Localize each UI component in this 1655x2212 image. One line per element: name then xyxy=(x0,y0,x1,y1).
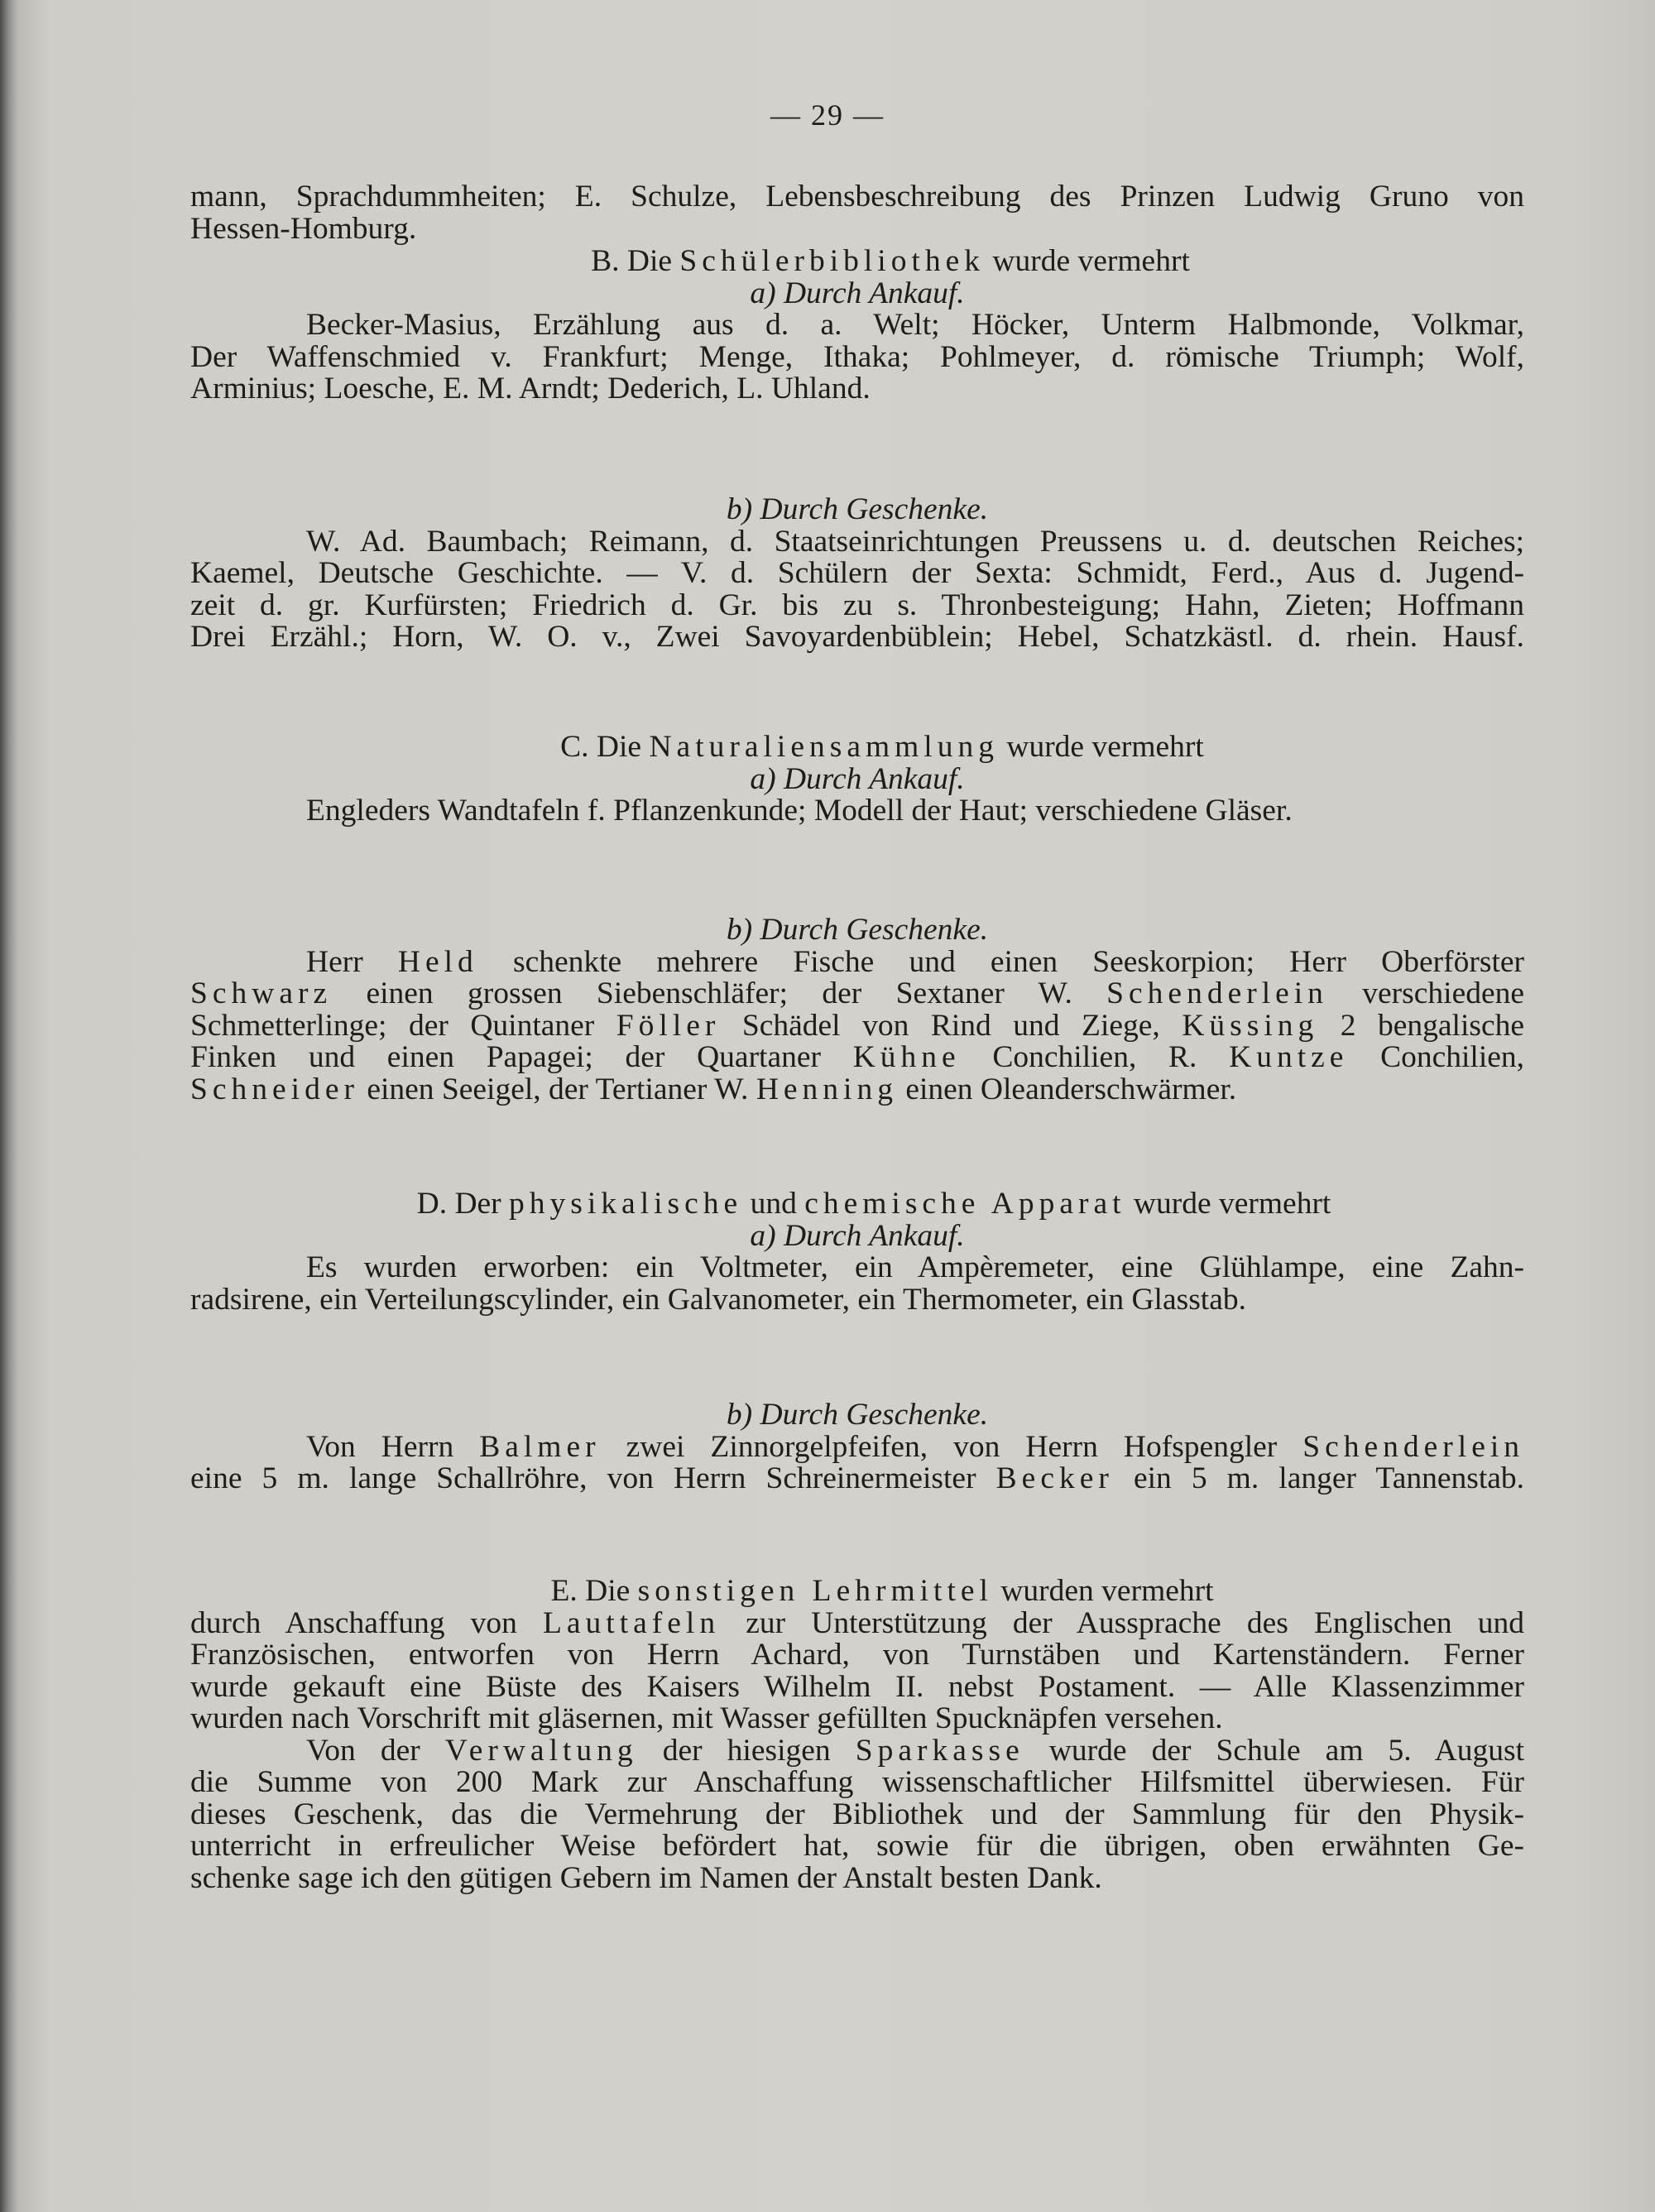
text-run: Conchilien, xyxy=(1380,1040,1525,1074)
text-line xyxy=(190,1463,1524,1495)
text-line: schenke sage ich den gütigen Gebern im Namen der Anstalt besten Dank. xyxy=(190,1860,1102,1895)
section-b-heading xyxy=(190,246,1524,278)
text-run: verschiedene xyxy=(1362,976,1525,1010)
text-line xyxy=(190,1042,1524,1074)
text-line: mann, Sprachdummheiten; E. Schulze, Lebensbeschreibung des Prinzen Ludwig Gruno von xyxy=(190,180,1524,214)
heading-prefix: E. Die xyxy=(550,1574,631,1608)
text-line: W. Ad. Baumbach; Reimann, d. Staatseinrichtungen Preussens u. d. deutschen Reiches; xyxy=(306,524,1524,559)
text-line xyxy=(190,1074,1524,1106)
text-run: einen Seeigel, der Tertianer W. xyxy=(367,1072,749,1106)
text-line xyxy=(190,944,1525,979)
text-line xyxy=(190,1010,1524,1043)
section-b xyxy=(190,246,1524,405)
section-d-b-label: b) Durch Geschenke. xyxy=(726,1398,989,1432)
name-spaced: Kühne xyxy=(852,1040,961,1074)
text-run: ein 5 m. langer Tannenstab. xyxy=(1133,1461,1525,1495)
text-line: zeit d. gr. Kurfürsten; Friedrich d. Gr. bis zu s. Thronbesteigung; Hahn, Zieten; Hoffmann xyxy=(190,588,1524,622)
name-spaced: Küssing xyxy=(1182,1008,1319,1043)
heading-prefix: D. Der xyxy=(416,1187,501,1221)
name-spaced: Henning xyxy=(756,1072,898,1106)
name-spaced: Schwarz xyxy=(190,976,333,1010)
heading-prefix: C. Die xyxy=(560,730,642,764)
section-d-a-label: a) Durch Ankauf. xyxy=(750,1218,965,1253)
text-line xyxy=(190,1735,1524,1768)
text-run: Herr xyxy=(306,944,363,979)
name-spaced: Schenderlein xyxy=(1302,1429,1525,1464)
section-d-heading xyxy=(190,1188,1524,1221)
text-run: der hiesigen xyxy=(662,1733,831,1768)
name-spaced: Verwaltung xyxy=(444,1733,638,1768)
heading-spaced: Naturaliensammlung xyxy=(649,730,999,764)
text-line: die Summe von 200 Mark zur Anschaffung wissenschaftlicher Hilfsmittel überwiesen. Für xyxy=(190,1765,1524,1799)
section-c-a-label: a) Durch Ankauf. xyxy=(750,761,965,796)
heading-spaced: Schülerbibliothek xyxy=(679,244,986,278)
text-run: Von der xyxy=(306,1733,420,1768)
text-line: Französischen, entworfen von Herrn Achard, von Turnstäben und Kartenständern. Ferner xyxy=(190,1638,1524,1672)
text-run: einen grossen Siebenschläfer; der Sextaner W. xyxy=(366,976,1072,1010)
heading-spaced: chemische Apparat xyxy=(804,1187,1126,1221)
text-run: Von Herrn xyxy=(306,1429,454,1464)
section-e xyxy=(190,1576,1524,1894)
text-run: durch Anschaffung von xyxy=(190,1605,517,1640)
heading-prefix: B. Die xyxy=(591,244,673,278)
section-c-gifts xyxy=(190,914,1524,1106)
section-d xyxy=(190,1188,1524,1316)
text-line: Arminius; Loesche, E. M. Arndt; Dederich, L. Uhland. xyxy=(190,372,871,405)
text-line xyxy=(190,978,1524,1010)
name-spaced: Sparkasse xyxy=(855,1733,1024,1768)
text-run: 2 bengalische xyxy=(1340,1008,1525,1043)
text-run: einen Oleanderschwärmer. xyxy=(905,1072,1237,1106)
section-b-gifts xyxy=(190,494,1524,654)
text-line: Engleders Wandtafeln f. Pflanzenkunde; Modell der Haut; verschiedene Gläser. xyxy=(306,794,1293,828)
section-b-b-label: b) Durch Geschenke. xyxy=(726,492,989,526)
section-b-a-label: a) Durch Ankauf. xyxy=(750,276,965,310)
name-spaced: Balmer xyxy=(479,1429,601,1464)
text-run: Conchilien, R. xyxy=(992,1040,1197,1074)
text-run: eine 5 m. lange Schallröhre, von Herrn Schreinermeister xyxy=(190,1461,976,1495)
text-run: Schädel von Rind und Ziege, xyxy=(741,1008,1160,1043)
heading-mid: und xyxy=(750,1187,797,1221)
section-c-heading xyxy=(190,732,1524,764)
text-run: zwei Zinnorgelpfeifen, von Herrn Hofspengler xyxy=(626,1429,1278,1464)
text-line: wurden nach Vorschrift mit gläsernen, mit Wasser gefüllten Spucknäpfen versehen. xyxy=(190,1701,1223,1735)
heading-suffix: wurden vermehrt xyxy=(1000,1574,1214,1608)
section-e-heading xyxy=(190,1576,1524,1608)
name-spaced: Schenderlein xyxy=(1106,976,1328,1010)
section-c-b-label: b) Durch Geschenke. xyxy=(726,913,989,947)
text-run: Finken und einen Papagei; der Quartaner xyxy=(190,1040,821,1074)
text-line: Hessen-Homburg. xyxy=(190,211,417,246)
text-line: Drei Erzähl.; Horn, W. O. v., Zwei Savoyardenbüblein; Hebel, Schatzkästl. d. rhein. Hausf. xyxy=(190,620,1524,654)
section-c xyxy=(190,732,1524,828)
section-d-gifts xyxy=(190,1399,1524,1495)
text-line: radsirene, ein Verteilungscylinder, ein Galvanometer, ein Thermometer, ein Glasstab. xyxy=(190,1282,1246,1317)
text-line xyxy=(190,1605,1525,1640)
name-spaced: Lauttafeln xyxy=(543,1605,721,1640)
intro-paragraph xyxy=(190,181,1524,245)
page-number: — 29 — xyxy=(770,98,885,132)
heading-suffix: wurde vermehrt xyxy=(1133,1187,1331,1221)
text-line: dieses Geschenk, das die Vermehrung der Bibliothek und der Sammlung für den Physik- xyxy=(190,1797,1524,1831)
text-line: wurde gekauft eine Büste des Kaisers Wilhelm II. nebst Postament. — Alle Klassenzimmer xyxy=(190,1669,1524,1704)
text-line: Becker-Masius, Erzählung aus d. a. Welt; Höcker, Unterm Halbmonde, Volkmar, xyxy=(306,308,1524,342)
text-run: Schmetterlinge; der Quintaner xyxy=(190,1008,595,1043)
text-line: Der Waffenschmied v. Frankfurt; Menge, Ithaka; Pohlmeyer, d. römische Triumph; Wolf, xyxy=(190,339,1524,374)
name-spaced: Becker xyxy=(995,1461,1114,1495)
text-line xyxy=(190,1429,1525,1464)
text-run: wurde der Schule am 5. August xyxy=(1048,1733,1525,1768)
heading-suffix: wurde vermehrt xyxy=(1006,730,1204,764)
text-line: Es wurden erworben: ein Voltmeter, ein Ampèremeter, eine Glühlampe, eine Zahn- xyxy=(306,1250,1524,1284)
name-spaced: Föller xyxy=(616,1008,721,1043)
name-spaced: Held xyxy=(397,944,478,979)
name-spaced: Kuntze xyxy=(1229,1040,1349,1074)
text-line: Kaemel, Deutsche Geschichte. — V. d. Schülern der Sexta: Schmidt, Ferd., Aus d. Jugend- xyxy=(190,556,1524,590)
text-run: zur Unterstützung der Aussprache des Englischen und xyxy=(746,1605,1525,1640)
text-line: unterricht in erfreulicher Weise befördert hat, sowie für die übrigen, oben erwähnten Ge- xyxy=(190,1829,1524,1863)
name-spaced: Schneider xyxy=(190,1072,359,1106)
heading-suffix: wurde vermehrt xyxy=(992,244,1190,278)
text-run: schenkte mehrere Fische und einen Seeskorpion; Herr Oberförster xyxy=(512,944,1525,979)
heading-spaced: physikalische xyxy=(509,1187,743,1221)
heading-spaced: sonstigen Lehrmittel xyxy=(637,1574,993,1608)
